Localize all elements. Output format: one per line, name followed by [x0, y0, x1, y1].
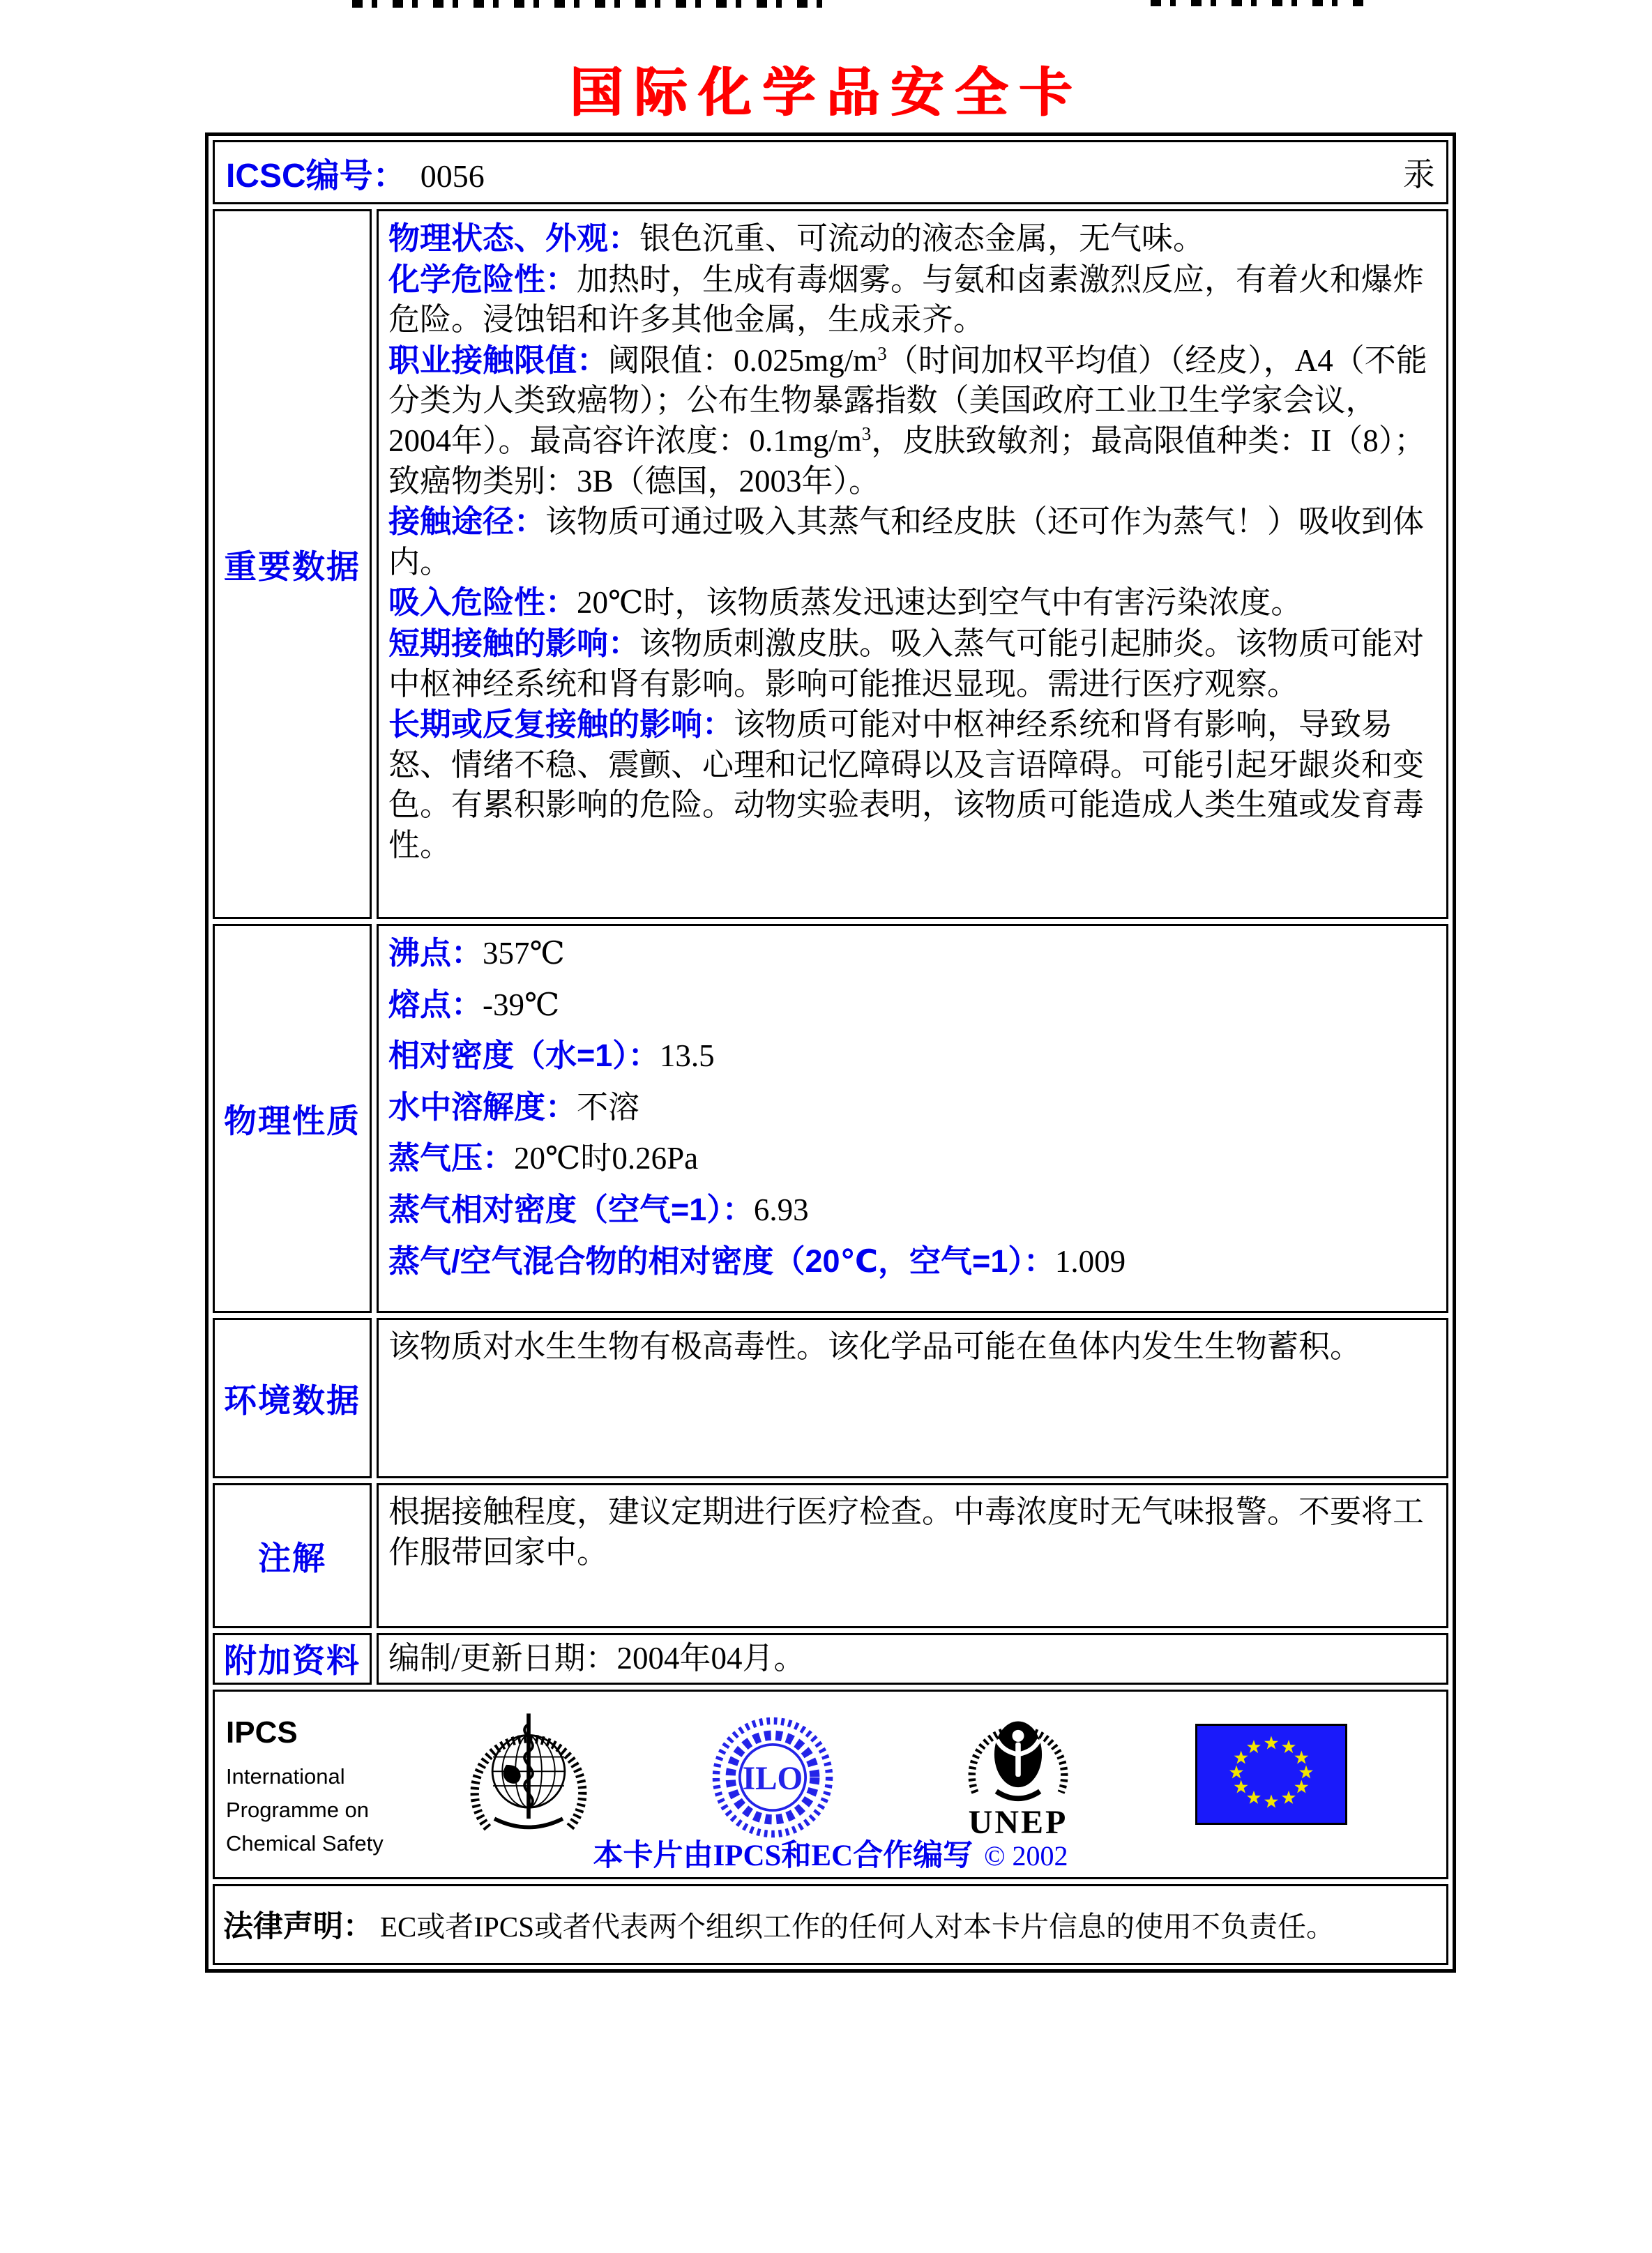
icsc-number-label: ICSC编号： [226, 157, 407, 195]
text-run: 阈限值：0.025mg/m [608, 342, 878, 378]
footer-caption-copyright: © 2002 [984, 1839, 1068, 1872]
clipped-text-remnant [352, 0, 833, 8]
footer-caption [215, 1832, 1446, 1874]
text-run: 该物质可通过吸入其蒸气和经皮肤（还可作为蒸气！）吸收到体内。 [388, 504, 1425, 579]
field-label: 接触途径： [388, 503, 546, 540]
section-content [377, 1483, 1448, 1628]
text-run: 编制/更新日期：2004年04月。 [388, 1641, 805, 1676]
text-run: 13.5 [659, 1038, 715, 1074]
field-label: 蒸气/空气混合物的相对密度（20℃，空气=1）： [388, 1243, 1055, 1279]
clipped-text-remnant [1151, 0, 1367, 6]
section-content [377, 209, 1448, 919]
text-run: 1.009 [1054, 1243, 1126, 1279]
section-content [377, 1318, 1448, 1478]
eu-flag [1195, 1724, 1347, 1825]
unep-text: UNEP [968, 1803, 1068, 1841]
paragraph [388, 1492, 1437, 1572]
paragraph [388, 1138, 1437, 1179]
section-label: 环境数据 [224, 1381, 361, 1419]
ipcs-line: Chemical Safety [226, 1830, 384, 1856]
footer-logos-row [213, 1690, 1448, 1879]
text-run: 不溶 [577, 1089, 640, 1125]
paragraph [388, 259, 1437, 340]
field-label: 化学危险性： [388, 261, 577, 297]
text-run: 银色沉重、可流动的液态金属，无气味。 [639, 221, 1205, 256]
text-run: 根据接触程度，建议定期进行医疗检查。中毒浓度时无气味报警。不要将工作服带回家中。 [388, 1494, 1425, 1570]
section-content [377, 924, 1448, 1313]
paragraph [388, 1327, 1437, 1367]
field-label: 水中溶解度： [388, 1088, 577, 1125]
ipcs-line: Programme on [226, 1797, 370, 1822]
text-run: 该物质可能对中枢神经系统和肾有影响，导致易怒、情绪不稳、震颤、心理和记忆障碍以及言语障碍。可能引起牙龈炎和变色。有累积影响的危险。动物实验表明，该物质可能造成人类生殖或发育毒性。 [388, 707, 1425, 863]
substance-name: 汞 [1403, 157, 1435, 192]
field-label: 短期接触的影响： [388, 625, 640, 661]
unep-logo [948, 1703, 1088, 1842]
icsc-number-group [226, 149, 485, 197]
field-label: 长期或反复接触的影响： [388, 706, 734, 743]
text-run: 6.93 [753, 1192, 809, 1227]
section-environmental-data [213, 1318, 1448, 1478]
icsc-number-cell [213, 140, 1448, 204]
ipcs-acronym: IPCS [226, 1715, 298, 1750]
paragraph [388, 218, 1437, 259]
section-label: 重要数据 [224, 547, 361, 585]
ipcs-line: International [226, 1763, 345, 1789]
section-label-cell [213, 209, 372, 919]
text-run: 加热时，生成有毒烟雾。与氨和卤素激烈反应，有着火和爆炸危险。浸蚀铝和许多其他金属，生成汞齐。 [388, 261, 1425, 337]
section-label: 附加资料 [224, 1642, 361, 1680]
text-run: （时间加权平均值）（经皮），A4（不能分类为人类致癌物）；公布生物暴露指数（美国政府工业卫生学家会议，2004年）。最高容许浓度：0.1mg/m [388, 342, 1427, 458]
field-label: 物理状态、外观： [388, 220, 640, 256]
section-important-data [213, 209, 1448, 919]
icsc-card-table [205, 132, 1456, 1973]
text-run: 该物质刺激皮肤。吸入蒸气可能引起肺炎。该物质可能对中枢神经系统和肾有影响。影响可能推迟显现。需进行医疗观察。 [388, 625, 1425, 701]
text-run: 357℃ [483, 936, 565, 971]
paragraph [388, 340, 1437, 501]
footer-caption-text: 本卡片由IPCS和EC合作编写 [593, 1839, 973, 1872]
section-label-cell [213, 924, 372, 1313]
who-logo [459, 1706, 598, 1844]
section-notes [213, 1483, 1448, 1628]
ilo-text: ILO [742, 1760, 803, 1797]
superscript: 3 [861, 423, 872, 444]
section-physical-properties [213, 924, 1448, 1313]
text-run: 20℃时，该物质蒸发迅速达到空气中有害污染浓度。 [577, 585, 1303, 621]
paragraph [388, 985, 1437, 1026]
page-title: 国际化学品安全卡 [569, 64, 1083, 123]
paragraph [388, 582, 1437, 623]
field-label: 蒸气相对密度（空气=1）： [388, 1191, 754, 1227]
text-run: ，皮肤致敏剂；最高限值种类：II（8）；致癌物类别：3B（德国，2003年）。 [388, 423, 1426, 499]
paragraph [388, 623, 1437, 704]
field-label: 沸点： [388, 935, 483, 971]
field-label: 职业接触限值： [388, 342, 609, 378]
text-run: 20℃时0.26Pa [514, 1141, 699, 1176]
field-label: 蒸气压： [388, 1140, 515, 1176]
paragraph [388, 1036, 1437, 1077]
icsc-number-row [213, 140, 1448, 204]
section-label: 注解 [258, 1539, 326, 1577]
legal-cell [213, 1884, 1448, 1965]
field-label: 熔点： [388, 986, 483, 1022]
section-label-cell [213, 1318, 372, 1478]
field-label: 相对密度（水=1）： [388, 1038, 660, 1074]
superscript: 3 [877, 342, 887, 364]
paragraph [388, 501, 1437, 582]
icsc-number-value: 0056 [420, 158, 485, 194]
paragraph [388, 933, 1437, 974]
section-label: 物理性质 [224, 1102, 361, 1139]
section-content [377, 1633, 1448, 1685]
text-run: -39℃ [483, 987, 560, 1022]
section-additional-info [213, 1633, 1448, 1685]
ilo-logo [703, 1708, 842, 1846]
field-label: 吸入危险性： [388, 584, 577, 621]
paragraph [388, 1241, 1437, 1282]
logos-cell [213, 1690, 1448, 1879]
paragraph [388, 1639, 1437, 1679]
legal-row [213, 1884, 1448, 1965]
paragraph [388, 1087, 1437, 1128]
section-label-cell [213, 1483, 372, 1628]
legal-label: 法律声明： [223, 1910, 373, 1944]
legal-text: EC或者IPCS或者代表两个组织工作的任何人对本卡片信息的使用不负责任。 [380, 1911, 1335, 1943]
section-label-cell [213, 1633, 372, 1685]
unep-emblem-icon [952, 1703, 1084, 1802]
text-run: 该物质对水生生物有极高毒性。该化学品可能在鱼体内发生生物蓄积。 [388, 1329, 1362, 1364]
paragraph [388, 1190, 1437, 1231]
paragraph [388, 704, 1437, 865]
